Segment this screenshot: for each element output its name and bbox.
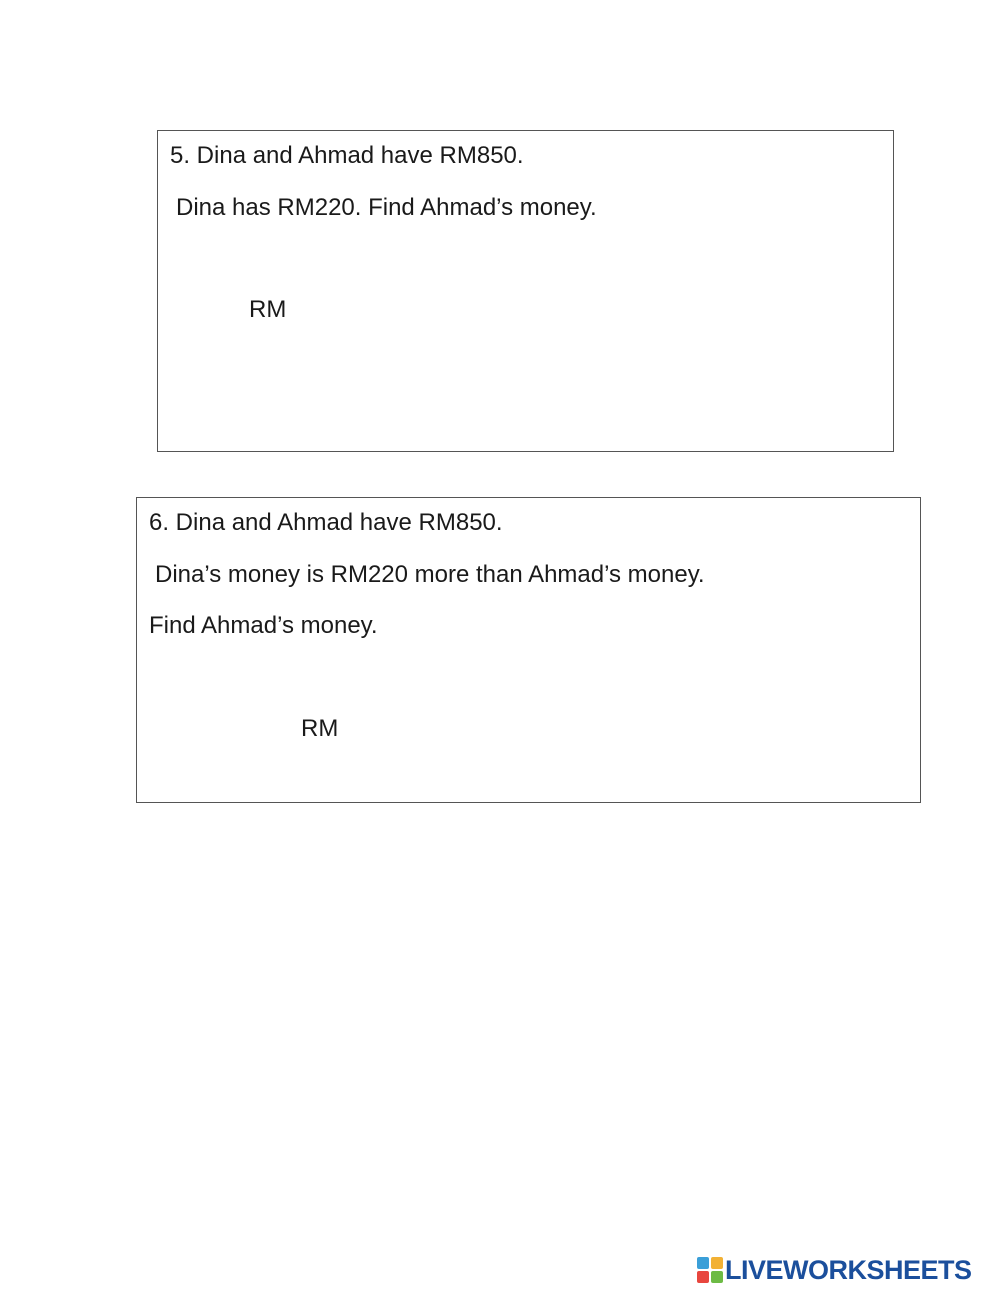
liveworksheets-logo (697, 1255, 972, 1285)
question-6-line-1: 6. Dina and Ahmad have RM850. (149, 509, 503, 536)
logo-text: LIVEWORKSHEETS (725, 1255, 972, 1285)
question-6-line-2: Dina’s money is RM220 more than Ahmad’s money. (155, 561, 705, 588)
question-5-line-2: Dina has RM220. Find Ahmad’s money. (176, 194, 597, 221)
question-6-answer-input[interactable] (351, 710, 535, 748)
question-5-answer-input[interactable] (298, 291, 482, 329)
question-5-box (157, 130, 894, 452)
liveworksheets-logo-icon (697, 1257, 723, 1283)
question-6-answer-prefix: RM (301, 715, 339, 742)
question-6-line-3: Find Ahmad’s money. (149, 612, 378, 639)
question-6-box (136, 497, 921, 803)
question-5-line-1: 5. Dina and Ahmad have RM850. (170, 142, 524, 169)
question-5-answer-prefix: RM (249, 296, 287, 323)
